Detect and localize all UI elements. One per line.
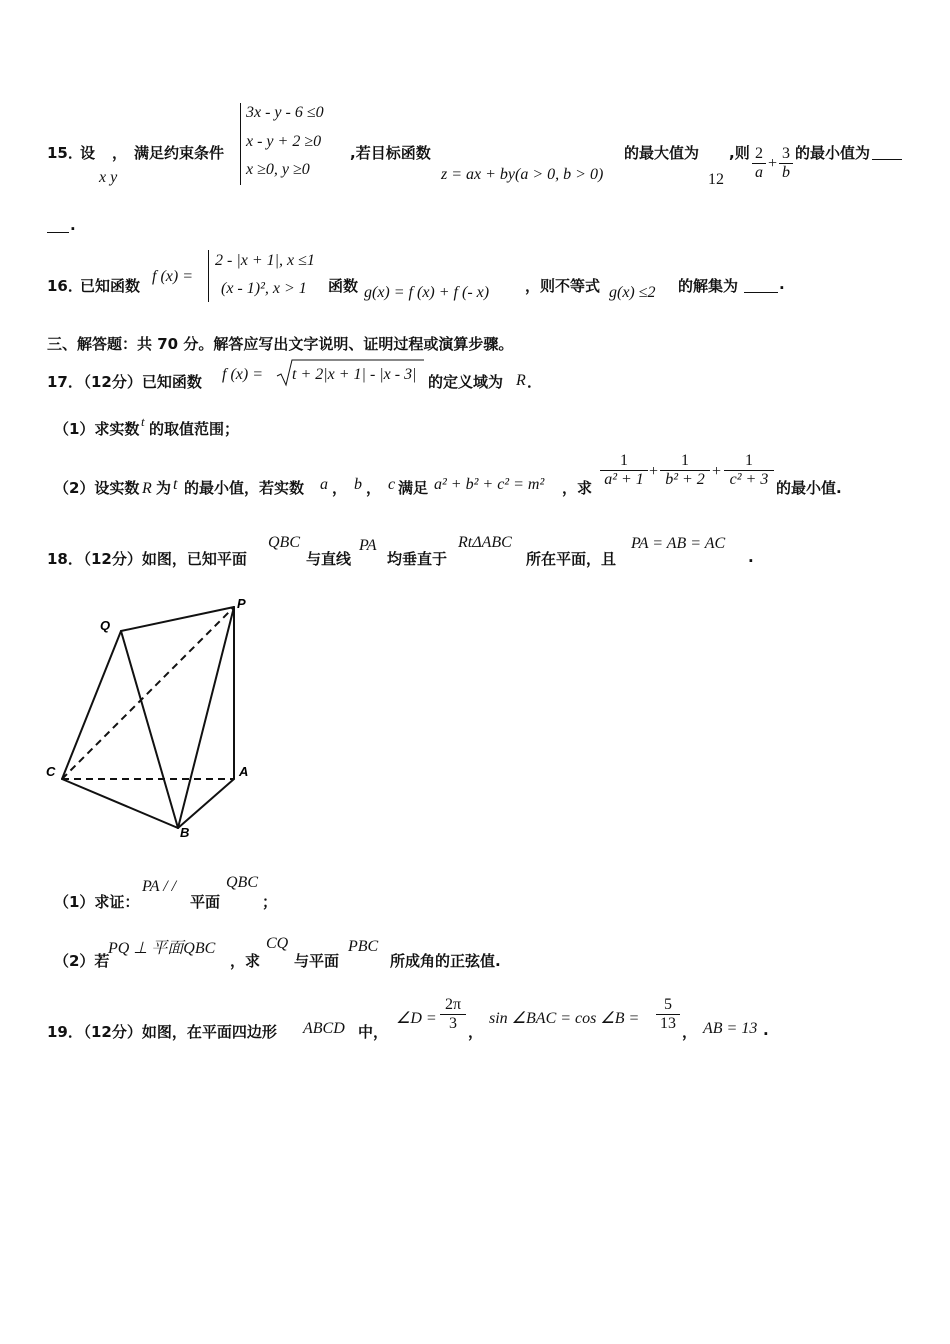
q17-var-c: c bbox=[388, 476, 396, 493]
q19-sin-cos: sin ∠BAC = cos ∠B = bbox=[489, 1010, 640, 1027]
q17-R: R bbox=[516, 372, 526, 389]
q17-part2-end: 的最小值. bbox=[776, 479, 842, 497]
edge-BA bbox=[178, 779, 234, 828]
q15-fraction-2: $\frac{3}{b}$ bbox=[779, 145, 793, 182]
edge-QP bbox=[121, 607, 234, 631]
q17-fraction-1: $\frac{1}{\text{a² + 1}}$ bbox=[600, 452, 648, 489]
q18-part1-text: 平面 bbox=[190, 893, 221, 911]
q17-part2-label: （2）设实数 bbox=[54, 479, 140, 497]
q17-part2-text-2: 的最小值，若实数 bbox=[184, 479, 305, 497]
q17-part2-R: R bbox=[142, 480, 152, 497]
q15-max-text: 的最大值为 bbox=[624, 144, 700, 162]
q15-manzu: 满足约束条件 bbox=[134, 144, 225, 162]
q15-answer-blank-a bbox=[872, 158, 902, 160]
q17-fx: f (x) = bbox=[222, 366, 263, 383]
edge-QB bbox=[121, 631, 178, 828]
q18-part1-QBC: QBC bbox=[226, 874, 258, 891]
q19-fraction-5-13: $\frac{5}{13}$ bbox=[656, 996, 680, 1033]
q17-plus-1: + bbox=[649, 463, 659, 480]
q15-fraction-1: $\frac{2}{a}$ bbox=[752, 145, 766, 182]
q16-fx: f (x) = bbox=[152, 268, 193, 285]
q19-sep-2: ， bbox=[682, 1023, 698, 1041]
q17-part2-text-3: 满足 bbox=[398, 479, 429, 497]
q15-constraint-1: 3x - y - 6 ≤0 bbox=[246, 104, 324, 121]
q17-radicand: t + 2|x + 1| - |x - 3| bbox=[292, 366, 417, 383]
q19-text-1: （12分）如图，在平面四边形 bbox=[76, 1023, 277, 1041]
q19-text-2: 中， bbox=[358, 1023, 389, 1041]
edge-QC bbox=[62, 631, 121, 779]
q15-plus: + bbox=[768, 155, 778, 172]
q15-brace bbox=[240, 103, 241, 185]
q17-part1-text: 的取值范围； bbox=[149, 420, 240, 438]
edge-CB bbox=[62, 779, 178, 828]
q19-end: . bbox=[763, 1021, 769, 1039]
q18-equation: PA = AB = AC bbox=[631, 535, 726, 552]
edge-PB bbox=[178, 607, 234, 828]
q17-score: （12分）已知函数 bbox=[76, 373, 202, 391]
q17-var-b: b bbox=[354, 476, 362, 493]
q15-constraint-3: x ≥0, y ≥0 bbox=[246, 161, 310, 178]
q16-inequality: g(x) ≤2 bbox=[609, 284, 656, 301]
q18-part1-PA: PA / / bbox=[142, 878, 177, 895]
q17-domain-text: 的定义域为 bbox=[428, 373, 504, 391]
q18-text-4: 所在平面，且 bbox=[526, 550, 617, 568]
label-C: C bbox=[46, 764, 56, 779]
q16-text-1: 已知函数 bbox=[80, 277, 141, 295]
q16-piece-2: (x - 1)², x > 1 bbox=[221, 280, 307, 297]
edge-CP-hidden bbox=[62, 607, 234, 779]
q18-text-1: （12分）如图，已知平面 bbox=[76, 550, 247, 568]
q15-constraint-2: x - y + 2 ≥0 bbox=[246, 133, 322, 150]
q17-sep-1: ， bbox=[332, 479, 348, 497]
q15-vars: x y bbox=[99, 169, 118, 186]
q17-var-a: a bbox=[320, 476, 328, 493]
q15-number: 15． bbox=[47, 144, 83, 162]
label-Q: Q bbox=[100, 618, 111, 633]
q18-part2-PBC: PBC bbox=[348, 938, 379, 955]
q18-QBC: QBC bbox=[268, 534, 300, 551]
q15-answer-blank-b bbox=[47, 231, 69, 233]
q15-comma: ， bbox=[112, 144, 128, 162]
q17-sep-2: ， bbox=[366, 479, 382, 497]
q18-part1-label: （1）求证： bbox=[54, 893, 140, 911]
q18-part2-end: 所成角的正弦值. bbox=[390, 952, 501, 970]
q16-gx: g(x) = f (x) + f (- x) bbox=[364, 284, 490, 301]
q18-PA: PA bbox=[359, 537, 377, 554]
q17-part2-t: t bbox=[173, 476, 178, 493]
q19-sep: ， bbox=[468, 1023, 484, 1041]
q16-end: . bbox=[779, 275, 785, 293]
q17-plus-2: + bbox=[712, 463, 722, 480]
q18-RtABC: RtΔABC bbox=[458, 534, 512, 551]
label-B: B bbox=[180, 825, 190, 840]
q16-piece-1: 2 - |x + 1|, x ≤1 bbox=[215, 252, 315, 269]
q15-end: . bbox=[70, 216, 76, 234]
q16-answer-blank bbox=[744, 291, 778, 293]
q16-brace bbox=[208, 250, 209, 302]
q15-she: 设 bbox=[80, 144, 96, 162]
q17-fraction-3: $\frac{1}{\text{c² + 3}}$ bbox=[724, 452, 774, 489]
q18-part1-end: ； bbox=[262, 893, 278, 911]
q18-number: 18． bbox=[47, 550, 83, 568]
q19-ABCD: ABCD bbox=[303, 1020, 345, 1037]
label-A: A bbox=[239, 764, 249, 779]
q19-fraction-D: $\frac{2\pi}{3}$ bbox=[440, 996, 466, 1033]
q18-dot: . bbox=[748, 548, 754, 566]
q16-text-4: 的解集为 bbox=[678, 277, 739, 295]
q16-text-3: ，则不等式 bbox=[525, 277, 601, 295]
q19-number: 19． bbox=[47, 1023, 83, 1041]
q18-part2-text-2: 与平面 bbox=[294, 952, 340, 970]
q17-fraction-2: $\frac{1}{\text{b² + 2}}$ bbox=[660, 452, 710, 489]
q17-part1-t: t bbox=[141, 414, 145, 429]
q16-number: 16． bbox=[47, 277, 83, 295]
q18-part2-condition: PQ ⊥ 平面QBC bbox=[108, 940, 216, 957]
q19-angle-D: ∠D = bbox=[396, 1010, 437, 1027]
q15-ruo: ,若目标函数 bbox=[350, 144, 431, 162]
q15-objective: z = ax + by(a > 0, b > 0) bbox=[441, 166, 604, 183]
q17-dot: ． bbox=[527, 373, 543, 391]
q17-number: 17． bbox=[47, 373, 83, 391]
section-3-heading: 三、解答题：共 70 分。解答应写出文字说明、证明过程或演算步骤。 bbox=[47, 335, 514, 353]
q19-AB: AB = 13 bbox=[703, 1020, 758, 1037]
q15-ze: ,则 bbox=[729, 144, 750, 162]
label-P: P bbox=[237, 596, 246, 611]
q18-figure bbox=[40, 595, 265, 845]
q17-part2-text-1: 为 bbox=[156, 479, 172, 497]
q15-max-value: 12 bbox=[708, 171, 724, 188]
q18-part2-text-1: ，求 bbox=[230, 952, 261, 970]
q18-part2-label: （2）若 bbox=[54, 952, 110, 970]
q18-text-3: 均垂直于 bbox=[387, 550, 448, 568]
q16-text-2: 函数 bbox=[328, 277, 359, 295]
q18-part2-CQ: CQ bbox=[266, 935, 289, 952]
q17-part1-label: （1）求实数 bbox=[54, 420, 140, 438]
q18-text-2: 与直线 bbox=[306, 550, 352, 568]
q15-min-text: 的最小值为 bbox=[795, 144, 871, 162]
q17-equation: a² + b² + c² = m² bbox=[434, 476, 545, 493]
q17-part2-text-4: ，求 bbox=[562, 479, 593, 497]
